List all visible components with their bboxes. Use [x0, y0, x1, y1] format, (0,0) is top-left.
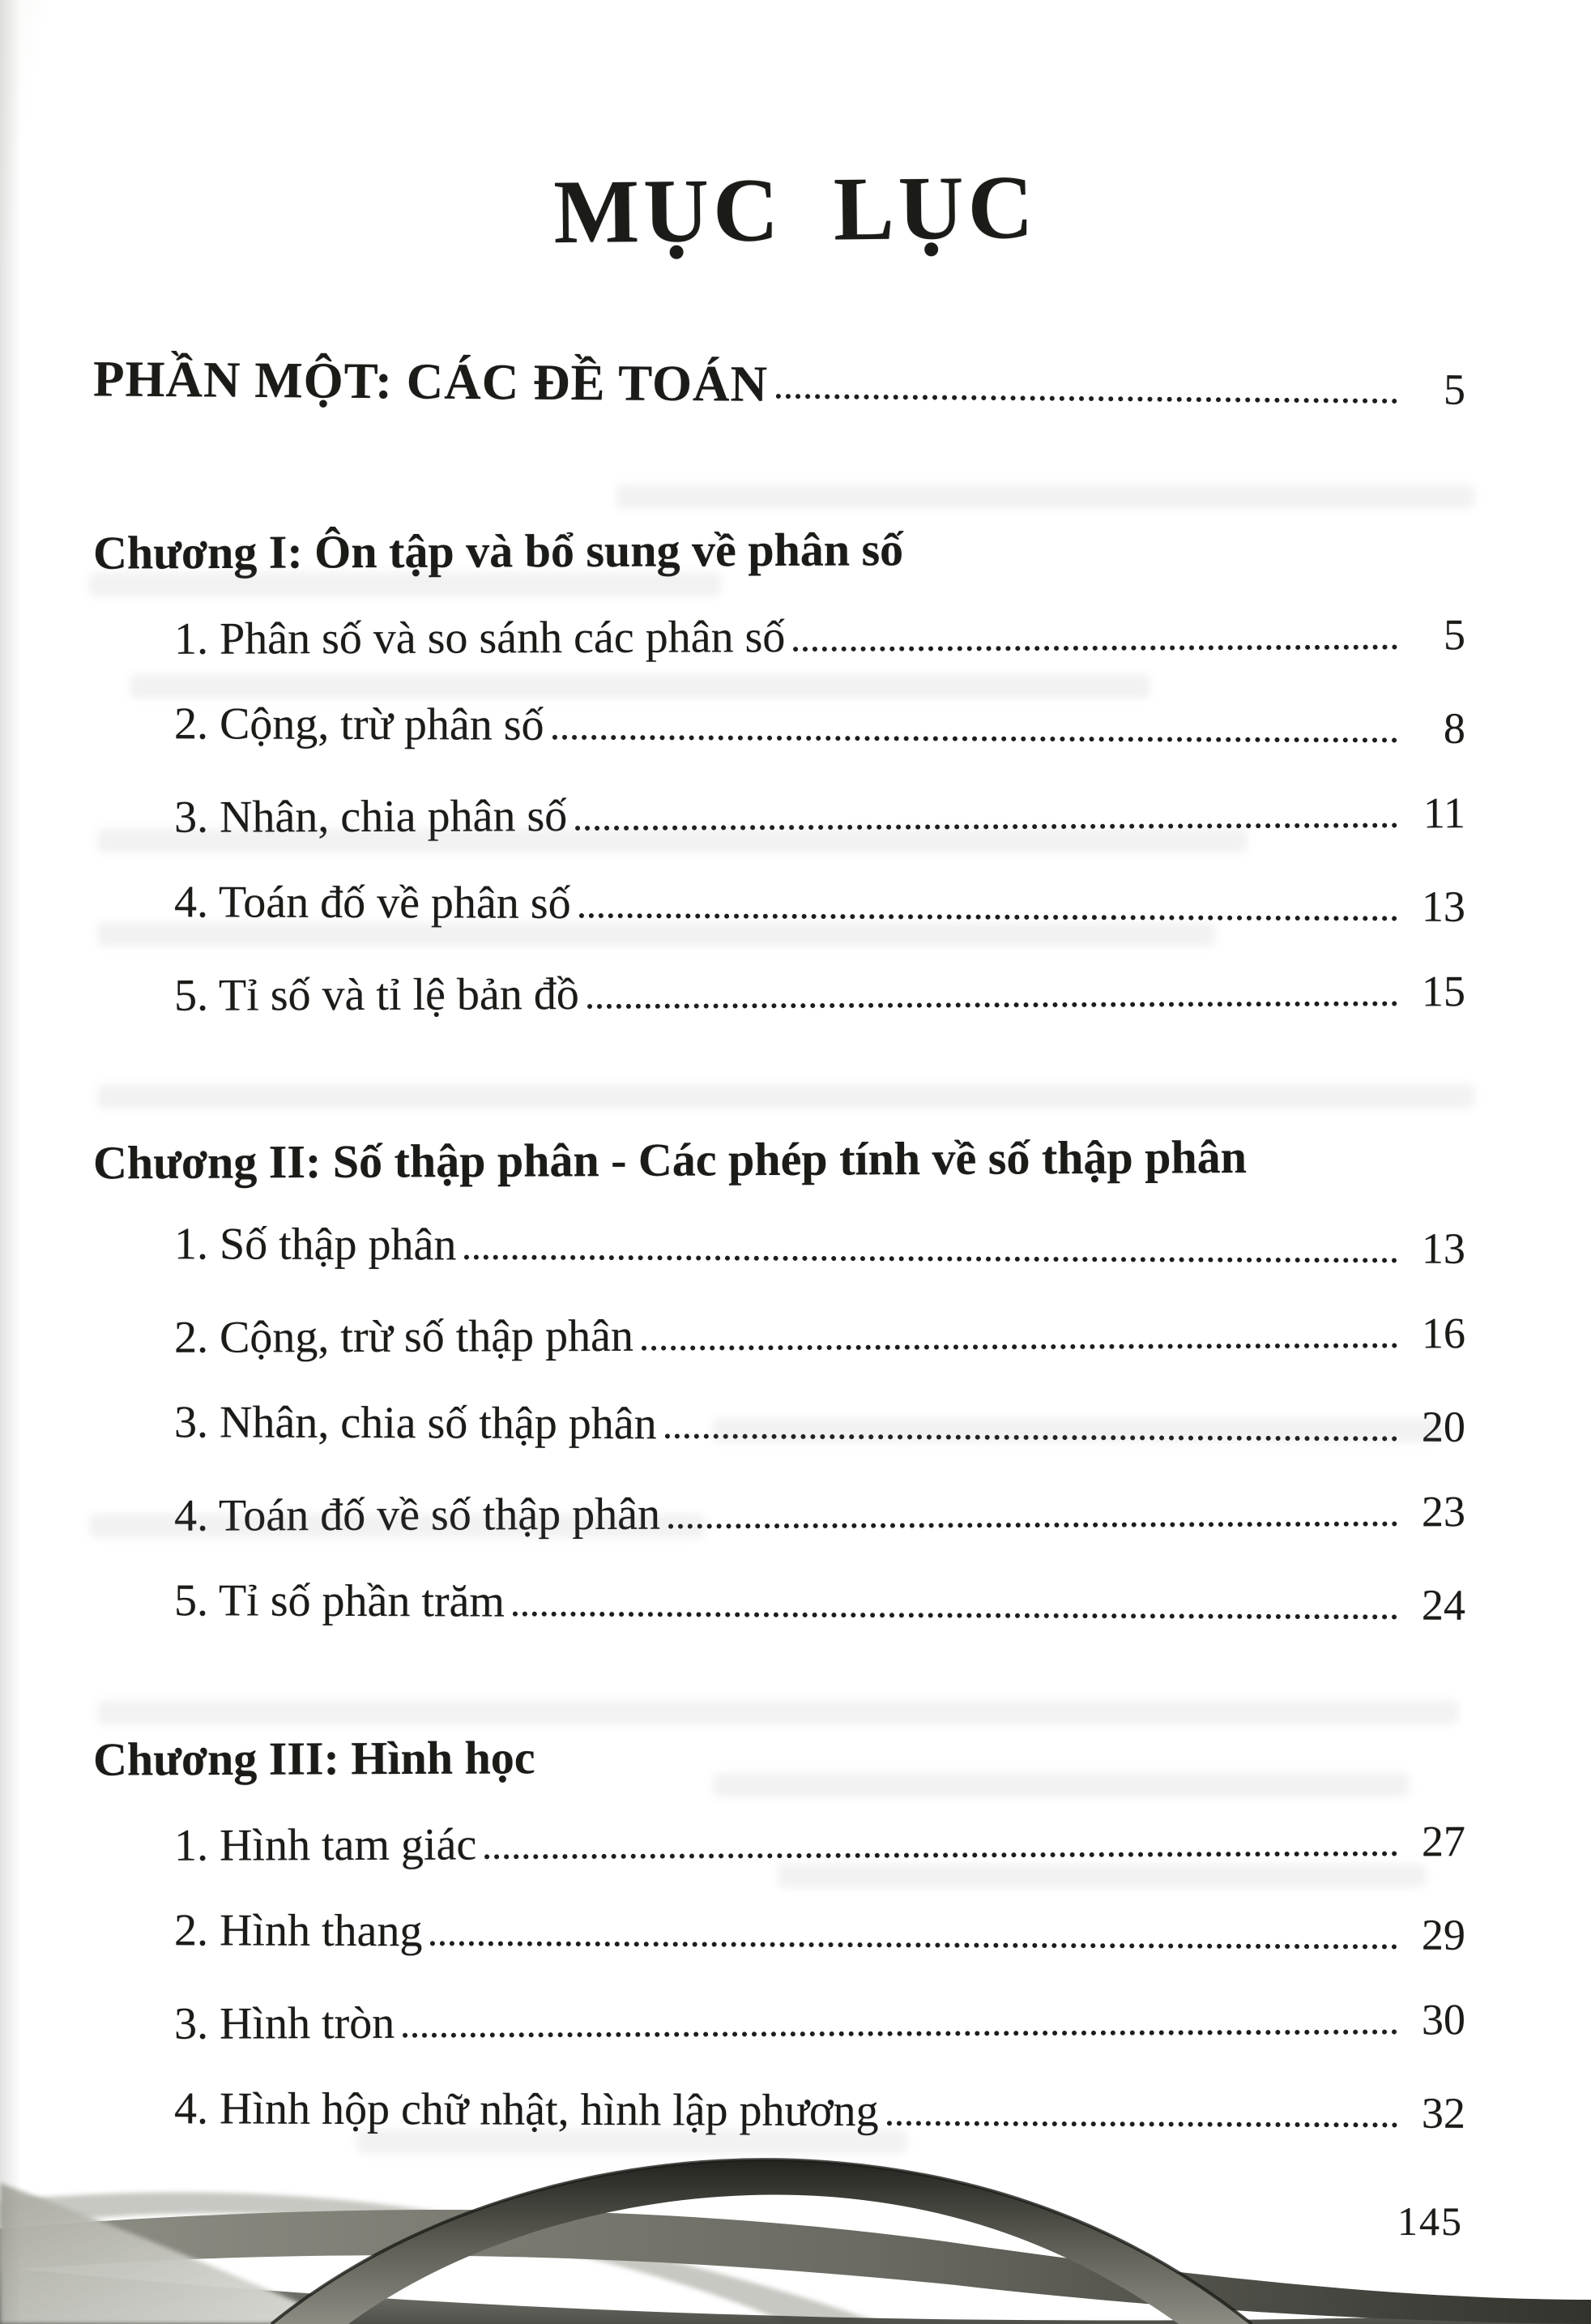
dotted-leader: [668, 1522, 1397, 1529]
dotted-leader: [403, 2030, 1397, 2038]
dotted-leader: [587, 1002, 1397, 1009]
toc-item-row: [174, 1574, 1465, 1631]
toc-item-row: [174, 609, 1465, 665]
dotted-leader: [579, 913, 1397, 921]
toc-item-page-number: 15: [1421, 967, 1466, 1016]
toc-item-label: 1. Số thập phân: [173, 1219, 457, 1271]
toc-item-label: 4. Toán đố về phân số: [173, 877, 571, 929]
toc-item-label: 5. Tỉ số và tỉ lệ bản đồ: [173, 969, 579, 1021]
toc-item-row: [174, 698, 1465, 754]
toc-item-row: [174, 1307, 1465, 1364]
toc-item-page-number: 23: [1421, 1487, 1466, 1536]
toc-item-row: [174, 787, 1465, 844]
toc-item-page-number: 30: [1421, 1995, 1466, 2044]
page-title: MỤC LỤC: [552, 156, 1039, 263]
dotted-leader: [575, 823, 1397, 831]
toc-item-row: [174, 1904, 1465, 1961]
toc-item-label: 3. Nhân, chia số thập phân: [173, 1397, 657, 1450]
toc-item-row: [174, 1485, 1465, 1542]
chapter-3-heading: Chương III: Hình học: [92, 1731, 535, 1786]
toc-part-row: [93, 352, 1465, 415]
toc-item-row: [174, 876, 1465, 933]
toc-item-page-number: 13: [1421, 1224, 1466, 1273]
toc-item-label: 5. Tỉ số phần trăm: [173, 1575, 505, 1627]
dotted-leader: [464, 1254, 1397, 1262]
bleed-through-ghost: [616, 485, 1474, 509]
bleed-through-ghost: [130, 674, 1150, 698]
toc-item-row: [174, 1218, 1465, 1275]
toc-item-label: 3. Nhân, chia phân số: [173, 791, 568, 843]
toc-item-label: 2. Cộng, trừ số thập phân: [173, 1310, 634, 1363]
toc-item-row: [174, 1993, 1465, 2050]
folio-page-number: 145: [1397, 2198, 1463, 2244]
toc-item-page-number: 32: [1421, 2088, 1466, 2138]
toc-item-row: [174, 1396, 1465, 1453]
toc-item-label: 2. Hình thang: [173, 1905, 423, 1957]
toc-item-page-number: 5: [1443, 610, 1466, 660]
toc-item-page-number: 27: [1421, 1817, 1466, 1866]
dotted-leader: [484, 1852, 1397, 1860]
toc-item-row: [174, 965, 1465, 1022]
part-page-number: 5: [1443, 365, 1466, 414]
chapter-1-heading: Chương I: Ôn tập và bổ sung về phân số: [92, 523, 904, 579]
toc-item-label: 1. Phân số và so sánh các phân số: [173, 612, 786, 664]
dotted-leader: [776, 394, 1397, 404]
toc-item-label: 2. Cộng, trừ phân số: [173, 698, 544, 750]
toc-item-label: 1. Hình tam giác: [173, 1819, 477, 1871]
dotted-leader: [793, 645, 1397, 652]
dotted-leader: [513, 1612, 1397, 1620]
toc-item-label: 3. Hình tròn: [173, 1997, 395, 2049]
footer-swoosh-graphic: [0, 2105, 1591, 2324]
toc-item-page-number: 16: [1421, 1309, 1466, 1358]
toc-item-page-number: 11: [1423, 788, 1466, 838]
bleed-through-ghost: [97, 1700, 1458, 1724]
toc-item-page-number: 8: [1443, 703, 1466, 753]
toc-item-page-number: 20: [1421, 1402, 1466, 1451]
toc-item-page-number: 29: [1421, 1910, 1466, 1959]
toc-item-page-number: 13: [1421, 882, 1466, 931]
dotted-leader: [642, 1344, 1397, 1351]
dotted-leader: [552, 735, 1397, 743]
bleed-through-ghost: [97, 1084, 1474, 1109]
chapter-2-heading: Chương II: Số thập phân - Các phép tính về số thập phân: [92, 1130, 1248, 1190]
dotted-leader: [430, 1941, 1397, 1949]
toc-item-label: 4. Hình hộp chữ nhật, hình lập phương: [173, 2083, 879, 2137]
toc-item-label: 4. Toán đố về số thập phân: [173, 1489, 661, 1541]
toc-item-page-number: 24: [1421, 1580, 1466, 1630]
dotted-leader: [665, 1433, 1397, 1441]
part-label: PHẦN MỘT: CÁC ĐỀ TOÁN: [92, 350, 769, 412]
toc-item-row: [174, 1815, 1465, 1872]
